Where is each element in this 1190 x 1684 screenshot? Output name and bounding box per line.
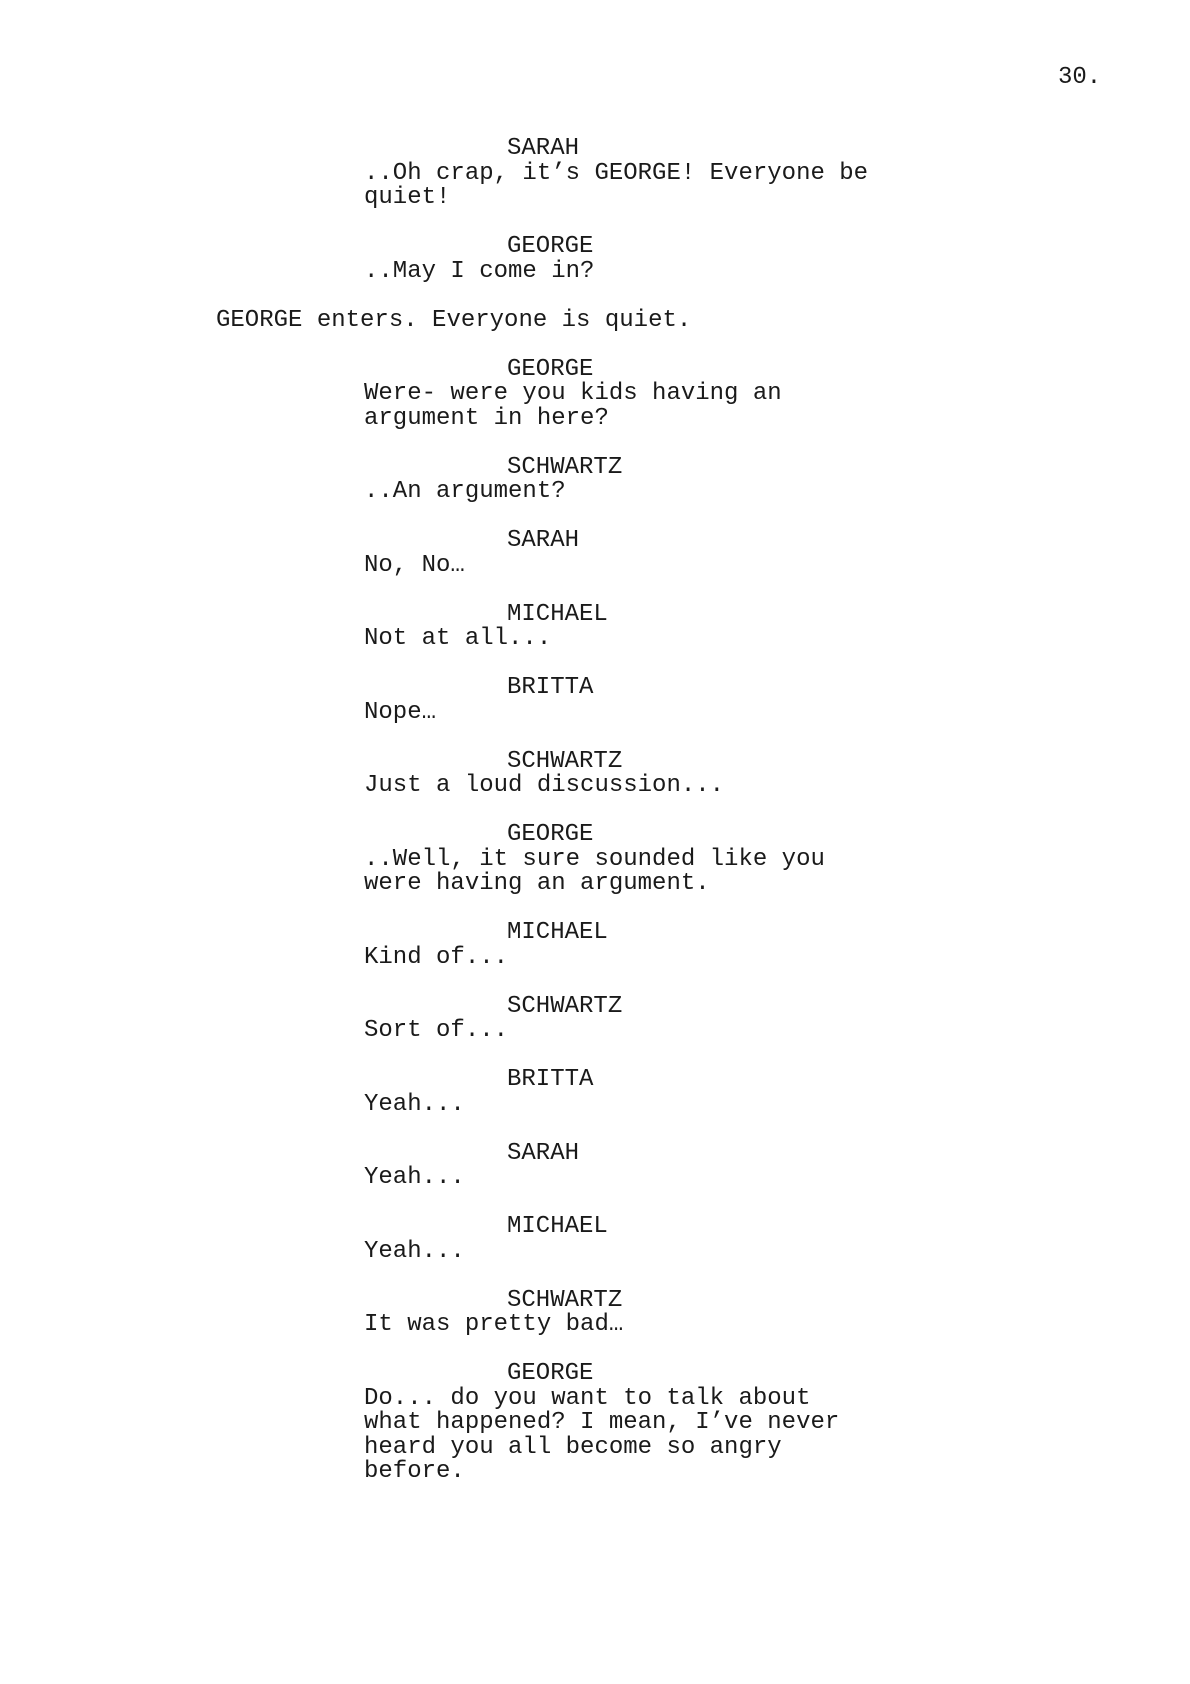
screenplay-body [0,137,1190,1485]
character-name: GEORGE [507,355,594,383]
character-name: MICHAEL [507,600,608,628]
character-name: GEORGE [507,233,594,260]
dialogue-text: Yeah... [364,1164,465,1191]
dialogue-block [0,529,1190,578]
character-name: SCHWARTZ [507,747,623,775]
character-name: SARAH [507,135,580,162]
dialogue-text: Just a loud discussion... [364,772,725,799]
dialogue-block [0,676,1190,725]
character-name: BRITTA [507,1066,594,1093]
dialogue-text: Were- were you kids having an argument in here? [364,380,782,432]
dialogue-block [0,921,1190,970]
dialogue-block [0,1215,1190,1264]
dialogue-block [0,1139,1190,1191]
character-name: SARAH [507,1139,580,1167]
dialogue-text: ..Oh crap, it’s GEORGE! Everyone be quiet! [364,159,869,211]
dialogue-block [0,1362,1190,1485]
action-text: GEORGE enters. Everyone is quiet. [216,306,692,334]
character-name: SARAH [507,527,580,554]
dialogue-text: Yeah... [364,1237,465,1265]
character-name: SCHWARTZ [507,1286,623,1314]
dialogue-block [0,992,1190,1044]
dialogue-text: ..Well, it sure sounded like you were having an argument. [364,845,825,897]
dialogue-block [0,1068,1190,1117]
dialogue-text: ..May I come in? [364,257,595,285]
dialogue-text: Do... do you want to talk about what happened? I mean, I’ve never heard you all become so angry before. [364,1384,840,1485]
dialogue-text: Sort of... [364,1017,509,1044]
dialogue-text: It was pretty bad… [364,1311,624,1338]
character-name: SCHWARTZ [507,453,623,481]
dialogue-text: ..An argument? [364,478,566,505]
dialogue-block [0,235,1190,284]
character-name: GEORGE [507,821,594,848]
dialogue-text: Kind of... [364,943,509,971]
dialogue-block [0,600,1190,652]
dialogue-text: Yeah... [364,1090,465,1118]
dialogue-block [0,453,1190,505]
dialogue-block [0,823,1190,897]
page-number: 30. [1058,64,1102,91]
dialogue-block [0,137,1190,211]
action-block [0,306,1190,334]
dialogue-text: Nope… [364,698,437,726]
character-name: GEORGE [507,1360,594,1387]
dialogue-text: Not at all... [364,625,552,652]
character-name: BRITTA [507,674,594,701]
character-name: SCHWARTZ [507,992,623,1020]
dialogue-block [0,355,1190,432]
character-name: MICHAEL [507,1213,608,1240]
dialogue-text: No, No… [364,551,465,579]
dialogue-block [0,747,1190,799]
character-name: MICHAEL [507,919,608,946]
dialogue-block [0,1286,1190,1338]
